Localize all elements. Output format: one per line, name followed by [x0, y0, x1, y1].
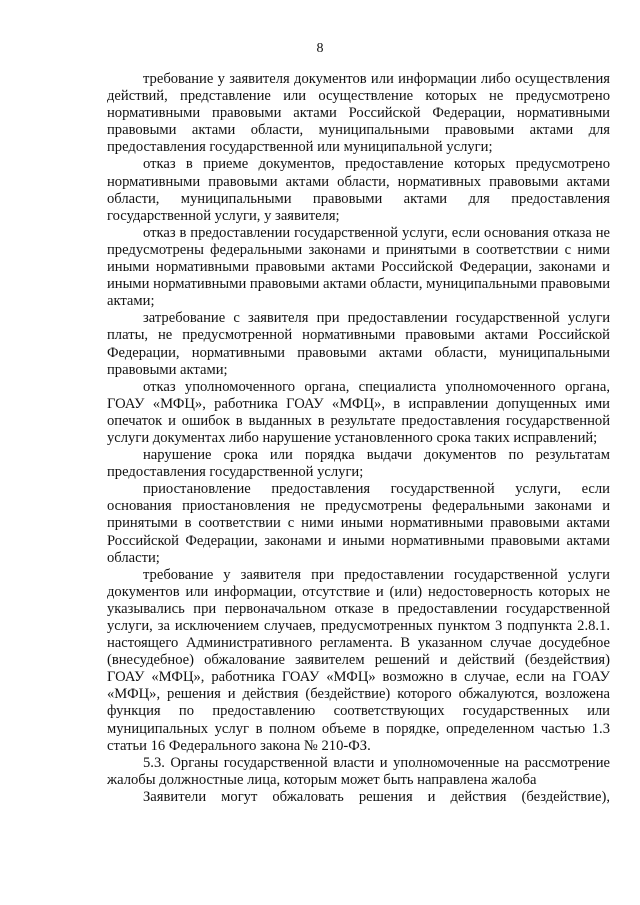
document-body	[107, 71, 610, 806]
paragraph-correction-refusal: отказ уполномоченного органа, специалиста уполномоченного органа, ГОАУ «МФЦ», работника ГОАУ «МФЦ», в исправлении допущенных ими опечаток и ошибок в выданных в результате предоставления государственной услуги документах либо нарушение установленного срока таких исправлений;	[107, 378, 610, 446]
paragraph-refusal-acceptance: отказ в приеме документов, предоставление которых предусмотрено нормативными правовыми актами области, нормативных правовыми актами области, муниципальными правовыми актами для предоставления государственной услуги, у заявителя;	[107, 156, 610, 224]
paragraph-refusal-provision: отказ в предоставлении государственной услуги, если основания отказа не предусмотрены федеральными законами и принятыми в соответствии с ними иными нормативными правовыми актами Российской Федерации, законами и иными нормативными правовыми актами области, муниципальными правовыми актами;	[107, 224, 611, 310]
paragraph-suspension: приостановление предоставления государственной услуги, если основания приостановления не предусмотрены федеральными законами и принятыми в соответствии с ними иными нормативными правовыми актами Российской Федерации, законами и иными нормативными правовыми актами области;	[107, 481, 610, 566]
page-number: 8	[316, 41, 324, 56]
paragraph-documents-requirement: требование у заявителя при предоставлении государственной услуги документов или информации, отсутствие и (или) недостоверность которых не указывались при первоначальном отказе в предоставлении государственной услуги, за исключением случаев, предусмотренных пунктом 3 подпункта 2.8.1. настоящего Административного регламента. В указанном случае досудебное (внесудебное) обжалование заявителем решений и действий (бездействия) ГОАУ «МФЦ», работника ГОАУ «МФЦ» возможно в случае, если на ГОАУ «МФЦ», решения и действия (бездействие) которого обжалуются, возложена функция по предоставлению соответствующих государственных или муниципальных услуг в полном объеме в порядке, определенном частью 1.3 статьи 16 Федерального закона № 210-ФЗ.	[107, 566, 610, 754]
paragraph-applicants-appeal: Заявители могут обжаловать решения и действия (бездействие),	[143, 788, 610, 805]
paragraph-fee-demand: затребование с заявителя при предоставлении государственной услуги платы, не предусмотренной нормативными правовыми актами Российской Федерации, нормативными правовыми актами области, муниципальными правовыми актами;	[107, 310, 610, 378]
paragraph-requirement-documents: требование у заявителя документов или информации либо осуществления действий, представление или осуществление которых не предусмотрено нормативными правовыми актами Российской Федерации, нормативными правовыми актами области, муниципальными правовыми актами для предоставления государственной или муниципальной услуги;	[107, 71, 610, 156]
paragraph-section-5-3: 5.3. Органы государственной власти и уполномоченные на рассмотрение жалобы должностные лица, которым может быть направлена жалоба	[107, 754, 610, 788]
paragraph-issuance-violation: нарушение срока или порядка выдачи документов по результатам предоставления государственной услуги;	[107, 447, 610, 481]
